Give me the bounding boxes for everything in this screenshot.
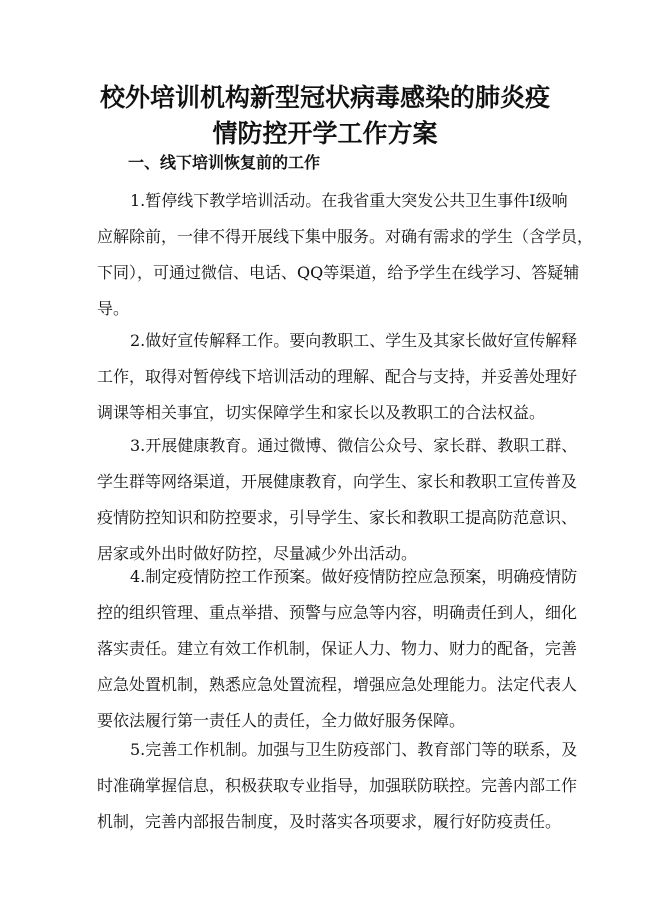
paragraph-line: 学生群等网络渠道，开展健康教育，向学生、家长和教职工宣传普及 — [97, 472, 578, 491]
document-title-line-2: 情防控开学工作方案 — [212, 119, 438, 148]
paragraph-line: 4.制定疫情防控工作预案。做好疫情防控应急预案，明确疫情防 — [130, 567, 578, 586]
section-heading: 一、线下培训恢复前的工作 — [128, 153, 321, 172]
paragraph-line: 控的组织管理、重点举措、预警与应急等内容，明确责任到人，细化 — [97, 603, 578, 622]
paragraph-line: 导。 — [97, 299, 130, 318]
paragraph-line: 3.开展健康教育。通过微博、微信公众号、家长群、教职工群、 — [130, 436, 578, 455]
paragraph-line: 要依法履行第一责任人的责任，全力做好服务保障。 — [97, 711, 466, 730]
paragraph-line: 5.完善工作机制。加强与卫生防疫部门、教育部门等的联系，及 — [130, 740, 578, 759]
paragraph-line: 机制，完善内部报告制度，及时落实各项要求，履行好防疫责任。 — [97, 812, 562, 831]
paragraph-line: 落实责任。建立有效工作机制，保证人力、物力、财力的配备，完善 — [97, 639, 578, 658]
paragraph-5 — [97, 732, 578, 840]
paragraph-3 — [97, 428, 578, 572]
paragraph-line: 疫情防控知识和防控要求，引导学生、家长和教职工提高防范意识、 — [97, 508, 578, 527]
paragraph-1 — [97, 183, 594, 327]
paragraph-line: 2.做好宣传解释工作。要向教职工、学生及其家长做好宣传解释 — [130, 331, 578, 350]
paragraph-line: 调课等相关事宜，切实保障学生和家长以及教职工的合法权益。 — [97, 403, 546, 422]
paragraph-line: 下同），可通过微信、电话、QQ等渠道，给予学生在线学习、答疑辅 — [97, 263, 580, 282]
paragraph-4 — [97, 559, 578, 739]
paragraph-line: 时准确掌握信息，积极获取专业指导，加强联防联控。完善内部工作 — [97, 776, 578, 795]
paragraph-2 — [97, 323, 578, 431]
paragraph-line: 应急处置机制，熟悉应急处置流程，增强应急处理能力。法定代表人 — [97, 675, 578, 694]
paragraph-line: 应解除前，一律不得开展线下集中服务。对确有需求的学生（含学员， — [97, 227, 594, 246]
paragraph-line: 居家或外出时做好防控，尽量减少外出活动。 — [97, 544, 418, 563]
document-title-line-1: 校外培训机构新型冠状病毒感染的肺炎疫 — [99, 83, 550, 112]
paragraph-line: 1.暂停线下教学培训活动。在我省重大突发公共卫生事件Ⅰ级响 — [130, 191, 568, 210]
paragraph-line: 工作，取得对暂停线下培训活动的理解、配合与支持，并妥善处理好 — [97, 367, 578, 386]
